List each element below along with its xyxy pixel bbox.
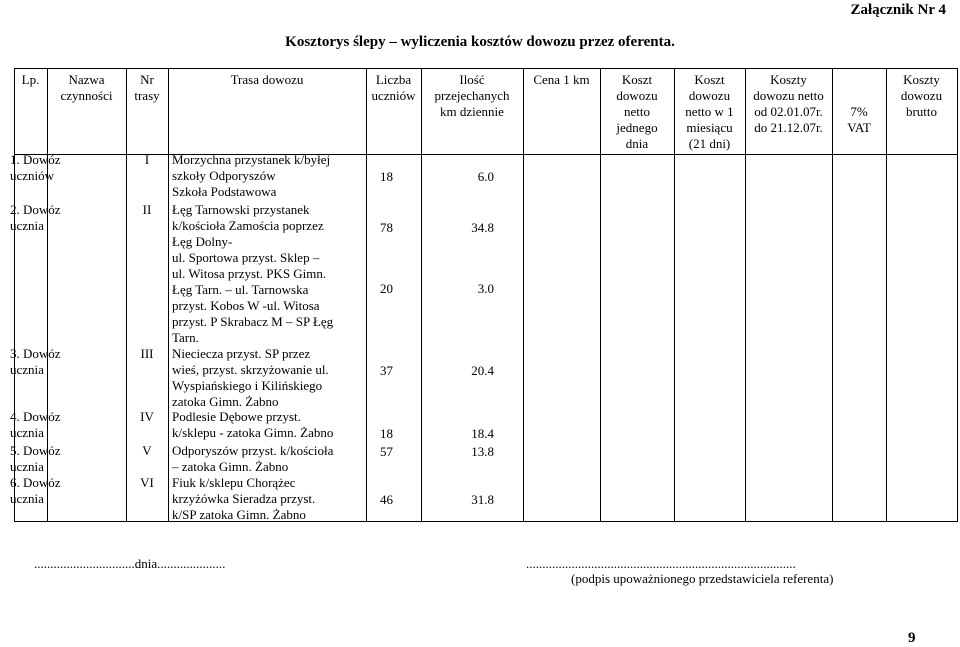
row-1-students: 18 xyxy=(380,169,393,184)
signature-caption: (podpis upoważnionego przedstawiciela referenta) xyxy=(571,571,834,586)
row-4-route-no: IV xyxy=(140,409,154,424)
page-number: 9 xyxy=(908,630,916,646)
row-4-km: 18.4 xyxy=(471,426,494,441)
header-lp: Lp. xyxy=(21,72,40,87)
row-3-students: 37 xyxy=(380,363,393,378)
header-route: Trasa dowozu xyxy=(230,72,304,87)
row-2-students-a: 78 xyxy=(380,220,393,235)
row-3-route-no: III xyxy=(140,346,154,361)
header-students: Liczba uczniów xyxy=(371,72,416,103)
date-line: ...............................dnia..................... xyxy=(34,556,226,571)
signature-line: ................................................................................... xyxy=(526,556,796,571)
row-1-route: Morzychna przystanek k/byłej szkoły Odporyszów Szkoła Podstawowa xyxy=(172,152,331,199)
row-2-km-b: 3.0 xyxy=(477,281,494,296)
header-vat: 7% VAT xyxy=(847,104,871,135)
row-4-route: Podlesie Dębowe przyst. k/sklepu - zatoka Gimn. Żabno xyxy=(172,409,334,440)
row-3-activity: 3. Dowóz ucznia xyxy=(10,346,61,377)
row-1-activity: 1. Dowóz uczniów xyxy=(10,152,61,183)
row-5-km: 13.8 xyxy=(471,444,494,459)
row-5-students: 57 xyxy=(380,444,393,459)
row-5-route: Odporyszów przyst. k/kościoła – zatoka Gimn. Żabno xyxy=(172,443,334,474)
row-6-km: 31.8 xyxy=(471,492,494,507)
row-6-route-no: VI xyxy=(140,475,154,490)
header-activity: Nazwa czynności xyxy=(60,72,113,103)
row-5-route-no: V xyxy=(142,443,152,458)
row-2-km-a: 34.8 xyxy=(471,220,494,235)
row-1-km: 6.0 xyxy=(477,169,494,184)
row-2-route-no: II xyxy=(142,202,152,217)
row-4-activity: 4. Dowóz ucznia xyxy=(10,409,61,440)
header-cost-day: Koszt dowozu netto jednego dnia xyxy=(616,72,658,151)
cost-table xyxy=(10,68,958,522)
row-6-route: Fiuk k/sklepu Chorążec krzyżówka Sieradza przyst. k/SP zatoka Gimn. Żabno xyxy=(172,475,316,522)
row-2-route: Łęg Tarnowski przystanek k/kościoła Zamościa poprzez Łęg Dolny- ul. Sportowa przyst. Sklep – ul. Witosa przyst. PKS Gimn. Łęg Tarn. – ul. Tarnowska przyst. Kobos W -ul. Witosa przyst. P Skrabacz M – SP Łęg Tarn. xyxy=(172,202,334,345)
row-6-students: 46 xyxy=(380,492,393,507)
row-2-activity: 2. Dowóz ucznia xyxy=(10,202,61,233)
header-price-km: Cena 1 km xyxy=(533,72,590,87)
annex-label: Załącznik Nr 4 xyxy=(850,2,946,18)
row-3-route: Nieciecza przyst. SP przez wieś, przyst. skrzyżowanie ul. Wyspiańskiego i Kilińskiego zatoka Gimn. Żabno xyxy=(172,346,329,409)
row-1-route-no: I xyxy=(144,152,150,167)
header-cost-period: Koszty dowozu netto od 02.01.07r. do 21.12.07r. xyxy=(753,72,824,135)
row-3-km: 20.4 xyxy=(471,363,494,378)
row-4-students: 18 xyxy=(380,426,393,441)
row-6-activity: 6. Dowóz ucznia xyxy=(10,475,61,506)
document-title: Kosztorys ślepy – wyliczenia kosztów dowozu przez oferenta. xyxy=(285,34,675,50)
header-km: Ilość przejechanych km dziennie xyxy=(434,72,510,119)
row-5-activity: 5. Dowóz ucznia xyxy=(10,443,61,474)
header-cost-month: Koszt dowozu netto w 1 miesiącu (21 dni) xyxy=(685,72,734,151)
header-gross: Koszty dowozu brutto xyxy=(900,72,943,119)
row-2-students-b: 20 xyxy=(380,281,393,296)
header-route-no: Nr trasy xyxy=(134,72,160,103)
